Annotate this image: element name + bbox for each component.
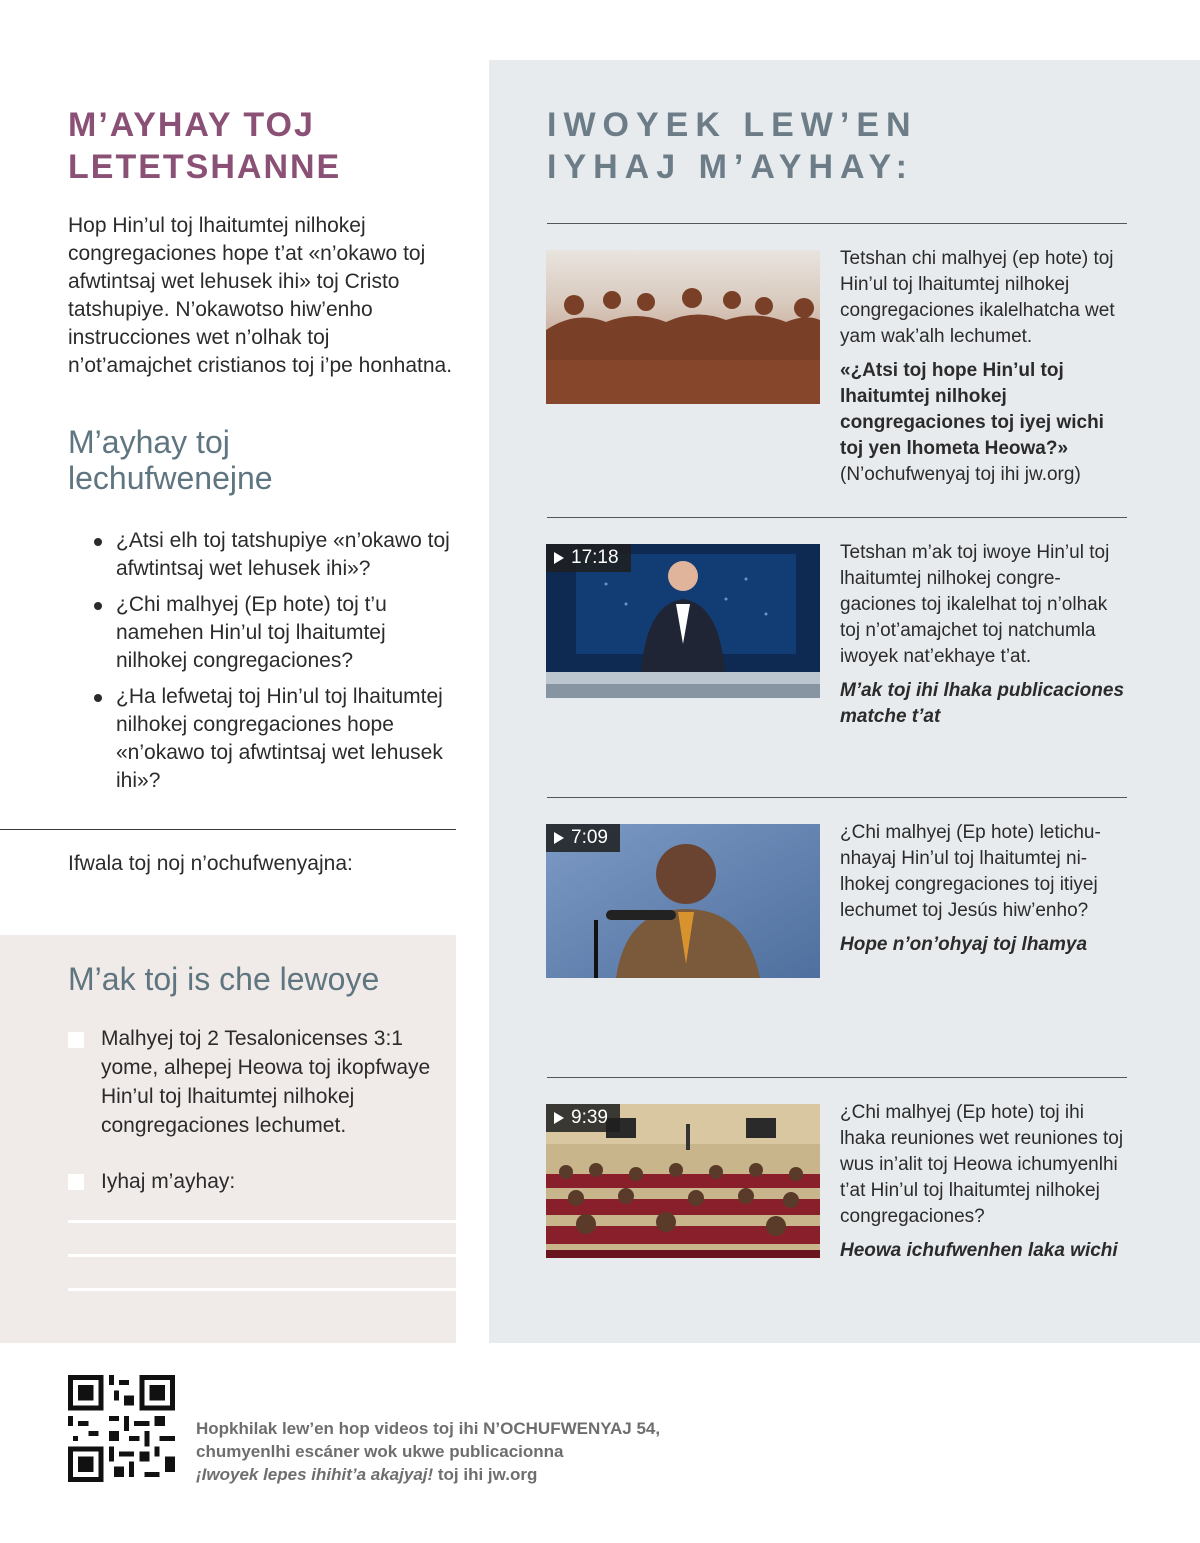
video-duration-badge [546, 544, 631, 572]
video-description [840, 540, 1130, 730]
video-description [840, 820, 1130, 958]
right-title-line1: IWOYEK LEW’EN [547, 106, 918, 144]
footer-site: toj ihi jw.org [433, 1465, 538, 1484]
writing-line[interactable] [68, 1254, 456, 1257]
right-title-line2: IYHAJ M’AYHAY: [547, 148, 914, 186]
writing-line[interactable] [68, 1288, 456, 1291]
article-link-title: «¿Atsi toj hope Hin’ul toj lhaitumtej nilhokej congregaciones toj iyej wichi toj yen lhometa Heowa?» [840, 360, 1104, 459]
section-divider [0, 829, 456, 830]
other-questions-label: Ifwala toj noj n’ochufwenyajna: [68, 852, 353, 875]
video-description [840, 1100, 1130, 1264]
section-divider [547, 1077, 1127, 1078]
video-thumbnail[interactable] [546, 824, 820, 978]
footer-line [196, 1463, 660, 1486]
publication-title: ¡Iwoyek lepes ihihit’a akajyaj! [196, 1465, 434, 1484]
right-panel-title [547, 104, 918, 188]
meeting-silhouette-image [546, 250, 820, 404]
intro-paragraph: Hop Hin’ul toj lhaitumtej nilhokej congregaciones hope t’at «n’okawo toj afwtintsaj wet lehusek ihi» toj Cristo tatshupiye. N’okawotso hiw’enho instrucciones wet n’olhak toj n’ot’amajchet cristianos toj i’pe honhatna. [68, 214, 453, 377]
task-checkbox[interactable] [68, 1174, 84, 1190]
video-text: ¿Chi malhyej (Ep hote) letichunhayaj Hin’ul toj lhaitumtej nilhokej congregaciones toj itiyej lechumet toj Jesús hiw’enho? [840, 822, 1101, 921]
video-duration: 7:09 [571, 827, 608, 848]
page-title-line2: LETETSHANNE [68, 148, 342, 186]
questions-heading-line1: M’ayhay toj [68, 424, 230, 460]
section-divider [547, 797, 1127, 798]
video-text: ¿Chi malhyej (Ep hote) toj ihi lhaka reuniones wet reuniones toj wus in’alit toj Heowa ichumyenlhi t’at Hin’ul toj lhaitumtej nilhokej congregaciones? [840, 1102, 1124, 1227]
article-source: (N’ochufwenyaj toj ihi jw.org) [840, 464, 1081, 485]
video-title-link[interactable]: M’ak toj ihi lhaka publicaciones matche t’at [840, 680, 1125, 727]
page-title-line1: M’AYHAY TOJ [68, 106, 315, 144]
video-thumbnail[interactable] [546, 1104, 820, 1258]
video-title-link[interactable]: Hope n’on’ohyaj toj lhamya [840, 934, 1088, 955]
footer-line: Hopkhilak lew’en hop videos toj ihi N’OCHUFWENYAJ 54, [196, 1419, 661, 1438]
task-text: Malhyej toj 2 Tesalonicenses 3:1 yome, alhepej Heowa toj ikopfwaye Hin’ul toj lhaitumtej nilhokej congregaciones lechumet. [101, 1027, 431, 1137]
question-item: ¿Chi malhyej (Ep hote) toj t’u namehen Hin’ul toj lhaitumtej nilhokej congregaciones? [90, 591, 456, 675]
question-item: ¿Ha lefwetaj toj Hin’ul toj lhaitumtej nilhokej congregaciones hope «n’okawo toj afwtintsaj wet lehusek ihi»? [90, 683, 456, 795]
play-icon [554, 832, 564, 844]
question-list [90, 527, 456, 803]
article-thumbnail[interactable] [546, 250, 820, 404]
page-title [68, 104, 448, 188]
footer-note [196, 1417, 660, 1486]
task-box-title: M’ak toj is che lewoye [68, 961, 380, 997]
video-duration-badge [546, 1104, 620, 1132]
play-icon [554, 1112, 564, 1124]
video-text: Tetshan m’ak toj iwoye Hin’ul toj lhaitumtej nilhokej congregaciones toj ikalelhat toj n’olhak toj n’ot’amajchet toj natchumla iwoyek nat’ekhaye t’at. [840, 542, 1110, 667]
task-box [0, 935, 456, 1343]
article-text: Tetshan chi malhyej (ep hote) toj Hin’ul toj lhaitumtej nilhokej congregaciones ikalelhatcha wet yam wak’alh lechumet. [840, 248, 1115, 347]
video-duration: 17:18 [571, 547, 619, 568]
video-duration: 9:39 [571, 1107, 608, 1128]
footer-line: chumyenlhi escáner wok ukwe publicacionna [196, 1442, 564, 1461]
task-text: Iyhaj m’ayhay: [101, 1170, 236, 1193]
video-thumbnail[interactable] [546, 544, 820, 698]
video-duration-badge [546, 824, 620, 852]
writing-line[interactable] [68, 1220, 456, 1223]
video-title-link[interactable]: Heowa ichufwenhen laka wichi [840, 1240, 1118, 1261]
task-checkbox[interactable] [68, 1032, 84, 1048]
section-divider [547, 517, 1127, 518]
article-description [840, 246, 1130, 488]
play-icon [554, 552, 564, 564]
qr-code[interactable] [68, 1375, 175, 1482]
article-link[interactable] [840, 358, 1130, 488]
question-item: ¿Atsi elh toj tatshupiye «n’okawo toj afwtintsaj wet lehusek ihi»? [90, 527, 456, 583]
questions-heading-line2: lechufwenejne [68, 460, 273, 496]
section-divider [547, 223, 1127, 224]
questions-heading [68, 424, 448, 496]
